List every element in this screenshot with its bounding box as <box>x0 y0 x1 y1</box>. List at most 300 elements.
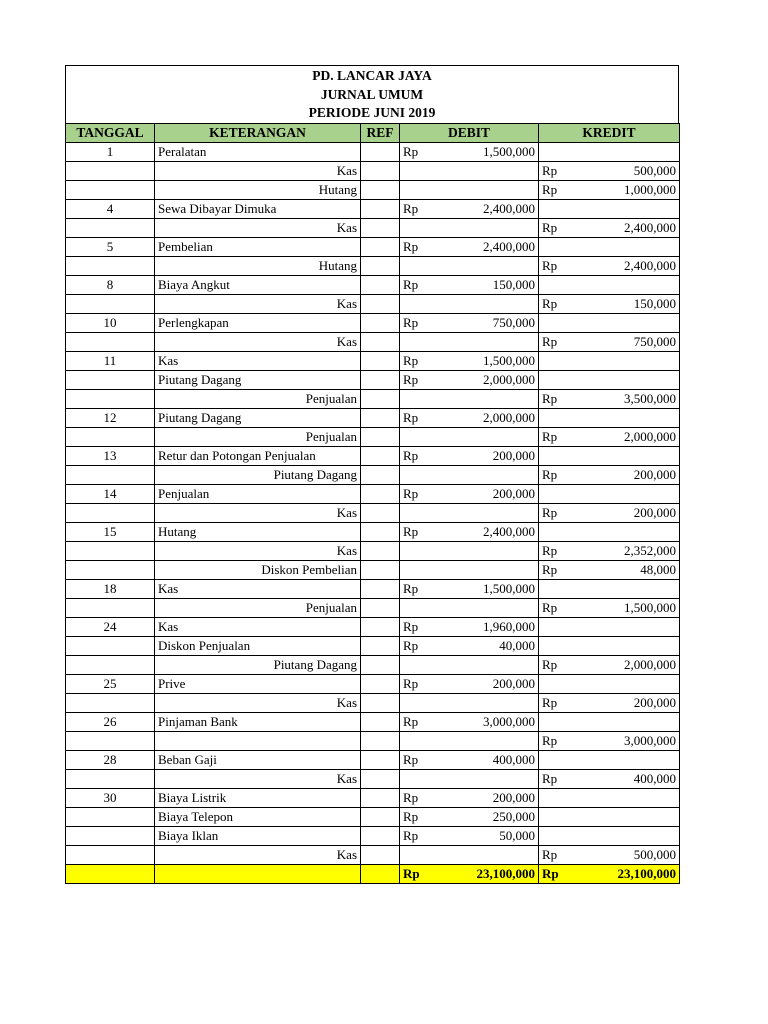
kredit-amount: 400,000 <box>633 770 676 786</box>
cell-tanggal <box>66 655 155 674</box>
cell-debit <box>400 389 539 408</box>
debit-currency: Rp <box>403 447 419 463</box>
kredit-currency: Rp <box>542 846 558 862</box>
cell-debit <box>400 237 539 256</box>
cell-keterangan: Penjualan <box>155 484 361 503</box>
cell-debit <box>400 370 539 389</box>
cell-kredit <box>539 180 680 199</box>
cell-keterangan: Kas <box>155 541 361 560</box>
cell-kredit <box>539 712 680 731</box>
debit-currency: Rp <box>403 637 419 653</box>
cell-keterangan: Pinjaman Bank <box>155 712 361 731</box>
debit-amount: 1,500,000 <box>483 352 535 368</box>
debit-amount: 1,500,000 <box>483 580 535 596</box>
cell-ref <box>361 826 400 845</box>
cell-keterangan: Diskon Pembelian <box>155 560 361 579</box>
cell-keterangan: Hutang <box>155 256 361 275</box>
cell-tanggal: 1 <box>66 142 155 161</box>
cell-keterangan: Piutang Dagang <box>155 370 361 389</box>
cell-kredit <box>539 522 680 541</box>
cell-keterangan: Penjualan <box>155 389 361 408</box>
cell-kredit <box>539 161 680 180</box>
cell-kredit <box>539 199 680 218</box>
cell-tanggal <box>66 465 155 484</box>
cell-kredit <box>539 788 680 807</box>
cell-debit <box>400 712 539 731</box>
kredit-currency: Rp <box>542 561 558 577</box>
cell-keterangan: Piutang Dagang <box>155 465 361 484</box>
cell-tanggal <box>66 503 155 522</box>
cell-kredit <box>539 408 680 427</box>
cell-ref <box>361 731 400 750</box>
cell-kredit <box>539 769 680 788</box>
debit-amount: 200,000 <box>492 789 535 805</box>
cell-debit <box>400 408 539 427</box>
debit-amount: 150,000 <box>492 276 535 292</box>
cell-tanggal <box>66 826 155 845</box>
total-debit-amount: 23,100,000 <box>476 865 535 881</box>
debit-currency: Rp <box>403 827 419 843</box>
journal-title-block <box>65 65 679 123</box>
cell-tanggal <box>66 332 155 351</box>
cell-debit <box>400 750 539 769</box>
debit-currency: Rp <box>403 276 419 292</box>
debit-currency: Rp <box>403 808 419 824</box>
cell-debit <box>400 788 539 807</box>
cell-kredit <box>539 693 680 712</box>
cell-keterangan: Hutang <box>155 522 361 541</box>
debit-amount: 250,000 <box>492 808 535 824</box>
cell-ref <box>361 617 400 636</box>
cell-ref <box>361 142 400 161</box>
cell-ref <box>361 389 400 408</box>
kredit-currency: Rp <box>542 732 558 748</box>
debit-amount: 3,000,000 <box>483 713 535 729</box>
cell-tanggal <box>66 541 155 560</box>
kredit-amount: 1,000,000 <box>624 181 676 197</box>
journal-table <box>65 123 680 884</box>
cell-ref <box>361 674 400 693</box>
cell-debit <box>400 560 539 579</box>
period-label: PERIODE JUNI 2019 <box>308 105 436 120</box>
cell-keterangan: Kas <box>155 845 361 864</box>
debit-currency: Rp <box>403 352 419 368</box>
cell-keterangan: Biaya Telepon <box>155 807 361 826</box>
table-row <box>66 484 680 503</box>
cell-debit <box>400 218 539 237</box>
table-row <box>66 617 680 636</box>
cell-debit <box>400 807 539 826</box>
cell-tanggal <box>66 180 155 199</box>
debit-amount: 2,400,000 <box>483 238 535 254</box>
cell-debit <box>400 655 539 674</box>
debit-amount: 2,400,000 <box>483 200 535 216</box>
kredit-amount: 1,500,000 <box>624 599 676 615</box>
cell-ref <box>361 275 400 294</box>
debit-currency: Rp <box>403 523 419 539</box>
cell-debit <box>400 199 539 218</box>
debit-amount: 40,000 <box>499 637 535 653</box>
cell-kredit <box>539 503 680 522</box>
kredit-currency: Rp <box>542 333 558 349</box>
table-row <box>66 807 680 826</box>
debit-currency: Rp <box>403 143 419 159</box>
cell-keterangan: Prive <box>155 674 361 693</box>
table-row <box>66 427 680 446</box>
total-ref <box>361 864 400 883</box>
kredit-amount: 2,000,000 <box>624 656 676 672</box>
cell-debit <box>400 541 539 560</box>
header-row <box>66 123 680 142</box>
kredit-currency: Rp <box>542 466 558 482</box>
cell-kredit <box>539 845 680 864</box>
kredit-amount: 200,000 <box>633 466 676 482</box>
cell-kredit <box>539 370 680 389</box>
cell-kredit <box>539 427 680 446</box>
kredit-currency: Rp <box>542 770 558 786</box>
table-row <box>66 370 680 389</box>
cell-keterangan: Peralatan <box>155 142 361 161</box>
cell-debit <box>400 674 539 693</box>
kredit-amount: 2,400,000 <box>624 257 676 273</box>
cell-kredit <box>539 655 680 674</box>
cell-kredit <box>539 294 680 313</box>
total-debit-currency: Rp <box>403 865 420 881</box>
table-row <box>66 275 680 294</box>
journal-title: JURNAL UMUM <box>320 86 424 102</box>
cell-tanggal: 25 <box>66 674 155 693</box>
cell-debit <box>400 142 539 161</box>
debit-amount: 50,000 <box>499 827 535 843</box>
cell-ref <box>361 294 400 313</box>
kredit-currency: Rp <box>542 542 558 558</box>
cell-debit <box>400 769 539 788</box>
cell-kredit <box>539 465 680 484</box>
cell-ref <box>361 788 400 807</box>
cell-keterangan: Pembelian <box>155 237 361 256</box>
kredit-currency: Rp <box>542 257 558 273</box>
cell-ref <box>361 370 400 389</box>
cell-ref <box>361 256 400 275</box>
table-row <box>66 161 680 180</box>
cell-ref <box>361 313 400 332</box>
cell-debit <box>400 826 539 845</box>
cell-debit <box>400 256 539 275</box>
cell-ref <box>361 465 400 484</box>
table-row <box>66 693 680 712</box>
cell-ref <box>361 199 400 218</box>
journal-rows <box>66 142 680 864</box>
cell-kredit <box>539 313 680 332</box>
table-row <box>66 218 680 237</box>
kredit-currency: Rp <box>542 694 558 710</box>
cell-kredit <box>539 256 680 275</box>
cell-debit <box>400 484 539 503</box>
cell-keterangan: Piutang Dagang <box>155 408 361 427</box>
cell-kredit <box>539 826 680 845</box>
table-row <box>66 199 680 218</box>
cell-debit <box>400 332 539 351</box>
cell-keterangan: Penjualan <box>155 598 361 617</box>
table-row <box>66 636 680 655</box>
company-name: PD. LANCAR JAYA <box>312 68 432 83</box>
table-row <box>66 294 680 313</box>
cell-tanggal: 13 <box>66 446 155 465</box>
cell-keterangan: Beban Gaji <box>155 750 361 769</box>
cell-kredit <box>539 617 680 636</box>
cell-kredit <box>539 351 680 370</box>
total-kredit <box>539 864 680 883</box>
cell-tanggal: 10 <box>66 313 155 332</box>
cell-tanggal: 15 <box>66 522 155 541</box>
table-row <box>66 446 680 465</box>
cell-keterangan: Kas <box>155 332 361 351</box>
table-row <box>66 313 680 332</box>
debit-amount: 200,000 <box>492 447 535 463</box>
cell-tanggal <box>66 389 155 408</box>
debit-currency: Rp <box>403 789 419 805</box>
debit-amount: 200,000 <box>492 675 535 691</box>
cell-ref <box>361 807 400 826</box>
kredit-amount: 500,000 <box>633 846 676 862</box>
table-row <box>66 750 680 769</box>
cell-ref <box>361 560 400 579</box>
cell-debit <box>400 617 539 636</box>
cell-debit <box>400 351 539 370</box>
kredit-amount: 200,000 <box>633 504 676 520</box>
kredit-currency: Rp <box>542 428 558 444</box>
cell-kredit <box>539 142 680 161</box>
cell-tanggal <box>66 218 155 237</box>
cell-kredit <box>539 446 680 465</box>
debit-currency: Rp <box>403 751 419 767</box>
kredit-amount: 3,500,000 <box>624 390 676 406</box>
total-kredit-currency: Rp <box>542 865 559 881</box>
journal-sheet <box>65 65 679 884</box>
kredit-amount: 2,352,000 <box>624 542 676 558</box>
cell-kredit <box>539 484 680 503</box>
debit-currency: Rp <box>403 238 419 254</box>
cell-ref <box>361 598 400 617</box>
kredit-amount: 2,400,000 <box>624 219 676 235</box>
cell-ref <box>361 332 400 351</box>
cell-kredit <box>539 674 680 693</box>
cell-tanggal: 12 <box>66 408 155 427</box>
cell-kredit <box>539 541 680 560</box>
cell-ref <box>361 427 400 446</box>
total-kredit-amount: 23,100,000 <box>617 865 676 881</box>
debit-currency: Rp <box>403 371 419 387</box>
table-row <box>66 408 680 427</box>
cell-debit <box>400 180 539 199</box>
table-row <box>66 712 680 731</box>
debit-amount: 2,000,000 <box>483 371 535 387</box>
col-header-ref: REF <box>361 123 400 142</box>
debit-currency: Rp <box>403 200 419 216</box>
cell-tanggal <box>66 598 155 617</box>
cell-debit <box>400 731 539 750</box>
cell-tanggal <box>66 161 155 180</box>
kredit-currency: Rp <box>542 656 558 672</box>
cell-tanggal <box>66 769 155 788</box>
debit-amount: 1,960,000 <box>483 618 535 634</box>
cell-debit <box>400 313 539 332</box>
table-row <box>66 541 680 560</box>
cell-keterangan: Kas <box>155 351 361 370</box>
cell-kredit <box>539 332 680 351</box>
debit-currency: Rp <box>403 485 419 501</box>
cell-ref <box>361 655 400 674</box>
cell-debit <box>400 598 539 617</box>
cell-debit <box>400 845 539 864</box>
table-row <box>66 731 680 750</box>
cell-debit <box>400 693 539 712</box>
cell-ref <box>361 522 400 541</box>
table-row <box>66 826 680 845</box>
cell-ref <box>361 446 400 465</box>
cell-ref <box>361 845 400 864</box>
debit-currency: Rp <box>403 675 419 691</box>
cell-tanggal: 11 <box>66 351 155 370</box>
cell-keterangan: Retur dan Potongan Penjualan <box>155 446 361 465</box>
cell-ref <box>361 408 400 427</box>
table-row <box>66 845 680 864</box>
col-header-keterangan: KETERANGAN <box>155 123 361 142</box>
cell-ref <box>361 180 400 199</box>
cell-tanggal <box>66 370 155 389</box>
debit-currency: Rp <box>403 580 419 596</box>
kredit-currency: Rp <box>542 390 558 406</box>
cell-tanggal: 5 <box>66 237 155 256</box>
cell-ref <box>361 579 400 598</box>
table-row <box>66 560 680 579</box>
cell-kredit <box>539 237 680 256</box>
cell-ref <box>361 218 400 237</box>
debit-currency: Rp <box>403 314 419 330</box>
cell-debit <box>400 427 539 446</box>
table-row <box>66 522 680 541</box>
debit-currency: Rp <box>403 618 419 634</box>
debit-amount: 1,500,000 <box>483 143 535 159</box>
kredit-amount: 200,000 <box>633 694 676 710</box>
kredit-currency: Rp <box>542 162 558 178</box>
cell-debit <box>400 275 539 294</box>
table-row <box>66 655 680 674</box>
total-row <box>66 864 680 883</box>
cell-kredit <box>539 579 680 598</box>
kredit-amount: 500,000 <box>633 162 676 178</box>
table-row <box>66 788 680 807</box>
cell-ref <box>361 503 400 522</box>
cell-tanggal <box>66 294 155 313</box>
cell-keterangan: Biaya Listrik <box>155 788 361 807</box>
cell-debit <box>400 465 539 484</box>
cell-keterangan: Kas <box>155 218 361 237</box>
kredit-amount: 2,000,000 <box>624 428 676 444</box>
cell-debit <box>400 294 539 313</box>
table-row <box>66 180 680 199</box>
cell-ref <box>361 712 400 731</box>
debit-amount: 400,000 <box>492 751 535 767</box>
cell-keterangan <box>155 731 361 750</box>
cell-tanggal <box>66 693 155 712</box>
cell-debit <box>400 503 539 522</box>
table-row <box>66 256 680 275</box>
cell-debit <box>400 522 539 541</box>
table-row <box>66 598 680 617</box>
table-row <box>66 503 680 522</box>
cell-tanggal <box>66 560 155 579</box>
cell-kredit <box>539 731 680 750</box>
cell-ref <box>361 693 400 712</box>
cell-tanggal: 14 <box>66 484 155 503</box>
debit-currency: Rp <box>403 409 419 425</box>
col-header-debit: DEBIT <box>400 123 539 142</box>
cell-ref <box>361 636 400 655</box>
cell-keterangan: Perlengkapan <box>155 313 361 332</box>
cell-keterangan: Penjualan <box>155 427 361 446</box>
cell-tanggal <box>66 256 155 275</box>
cell-keterangan: Kas <box>155 693 361 712</box>
table-row <box>66 389 680 408</box>
cell-kredit <box>539 636 680 655</box>
cell-keterangan: Diskon Penjualan <box>155 636 361 655</box>
table-row <box>66 579 680 598</box>
cell-ref <box>361 769 400 788</box>
kredit-currency: Rp <box>542 295 558 311</box>
debit-currency: Rp <box>403 713 419 729</box>
total-debit <box>400 864 539 883</box>
cell-tanggal <box>66 807 155 826</box>
table-row <box>66 465 680 484</box>
col-header-kredit: KREDIT <box>539 123 680 142</box>
kredit-currency: Rp <box>542 504 558 520</box>
cell-keterangan: Hutang <box>155 180 361 199</box>
cell-tanggal: 4 <box>66 199 155 218</box>
kredit-amount: 150,000 <box>633 295 676 311</box>
cell-kredit <box>539 750 680 769</box>
table-row <box>66 674 680 693</box>
cell-keterangan: Kas <box>155 617 361 636</box>
cell-keterangan: Kas <box>155 294 361 313</box>
debit-amount: 2,400,000 <box>483 523 535 539</box>
cell-kredit <box>539 560 680 579</box>
kredit-amount: 3,000,000 <box>624 732 676 748</box>
cell-tanggal: 8 <box>66 275 155 294</box>
cell-debit <box>400 161 539 180</box>
kredit-amount: 48,000 <box>640 561 676 577</box>
cell-tanggal <box>66 427 155 446</box>
cell-ref <box>361 161 400 180</box>
total-keterangan <box>155 864 361 883</box>
kredit-currency: Rp <box>542 219 558 235</box>
cell-ref <box>361 237 400 256</box>
cell-tanggal <box>66 731 155 750</box>
cell-tanggal <box>66 636 155 655</box>
cell-tanggal: 24 <box>66 617 155 636</box>
cell-tanggal: 30 <box>66 788 155 807</box>
cell-keterangan: Biaya Angkut <box>155 275 361 294</box>
cell-keterangan: Kas <box>155 579 361 598</box>
col-header-tanggal: TANGGAL <box>66 123 155 142</box>
kredit-amount: 750,000 <box>633 333 676 349</box>
debit-amount: 750,000 <box>492 314 535 330</box>
kredit-currency: Rp <box>542 181 558 197</box>
cell-ref <box>361 750 400 769</box>
cell-kredit <box>539 218 680 237</box>
total-tanggal <box>66 864 155 883</box>
cell-kredit <box>539 275 680 294</box>
